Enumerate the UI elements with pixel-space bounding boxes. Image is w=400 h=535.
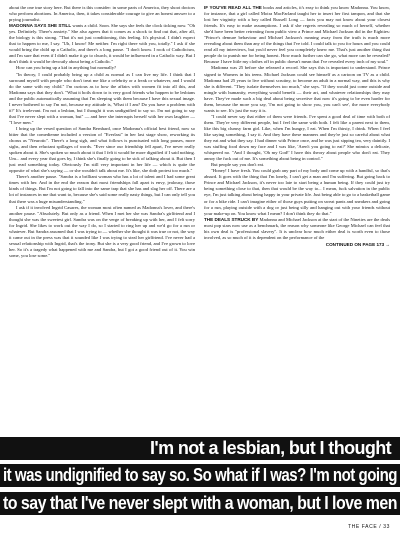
pull-quote	[0, 437, 400, 535]
pull-quote-line	[0, 492, 400, 515]
left-column	[9, 5, 195, 402]
paragraph: "Honey! I have fresh. You could grab any part of my body and come up with a handful, so that's absurd. It goes with the thing that I'm lonely, I can't get a man and I'm suffering. But going back to Prince and Michael Jackson, it's never too late to start being a human being. If they could just try being something close to that, then that would be the way to... I mean, fuck salvation in the public eye, I'm just talking about being happy in your private life. Just being able to go to a basketball game or for a bike ride. I can't imagine either of those guys putting on sweat pants and sneakers and going for a run, playing outside with a dog or just being silly and hanging out with your friends without your make-up on. You know what I mean? I don't think they do that."	[204, 168, 390, 216]
right-column	[204, 5, 390, 437]
pull-quote-text: to say that I've never slept with a woman, but I love men	[3, 493, 398, 513]
run-in-lead: IF YOU'VE READ ALL THE	[204, 5, 262, 10]
paragraph: "In theory, I could probably bring up a child as normal as I can live my life. I think that I surround myself with people who don't treat me like a celebrity or a freak or whatever, and I would do the same with my child." I'm curious as to how the affairs with women fit into all this, and Madonna says that they don't. "What it boils down to is very good friends who happen to be lesbians and the public automatically assuming that I'm sleeping with them because I have this sexual image. I never bothered to say I'm not, because my attitude is, 'What if I am? Do you have a problem with it?' It's irrelevant. I'm not a lesbian, but I thought it was undignified to say so. I'm not going to say that I've never slept with a woman, but" — and here she interrupts herself with her own laughter — "I love men."	[9, 71, 195, 125]
run-in-lead: MADONNA SAYS SHE STILL	[9, 23, 72, 29]
pull-quote-line	[0, 464, 400, 487]
pull-quote-text: I'm not a lesbian, but I thought	[150, 438, 392, 458]
paragraph: I bring up the vexed question of Sandra Bernhard, once Madonna's official best friend, now so bitter that the comedienne included a version of "Everlast" in her last stage show, reworking its chorus as "Neurotic". There's a long sigh, and what follows is punctuated with long pauses, more sighs, and then reluctant spillages of words. "Ever since our friendship fell apart, I've never really spoken about it. She's spoken so much about it that I felt it would be more dignified if I said nothing. Um... and every year that goes by, I think she's finally going to be sick of talking about it. But then I just read something today. Obviously I'm still very important in her life — which is quite the opposite of what she's saying — or she wouldn't talk about me. It's like, she doth protest too much."	[9, 125, 195, 174]
paragraph: I ask if it involved Ingrid Casares, the woman most often named as Madonna's lover, and there's another pause. "Absolutely. But only as a friend. When I met her she was Sandra's girlfriend and I thought she was the sweetest girl. Sandra was on the verge of breaking up with her, and I felt sorry for Ingrid. She likes to work out the way I do, so I started to ring her up and we'd go for a run or whatever. But Sandra assumed that I was trying to — whether she thought it was true or not, the way it came out in the press was that it sounded like I was trying to steal her girlfriend. I've never had a sexual relationship with Ingrid, that's the irony. But she is a very good friend, and I've grown to love her. So it's a tragedy what happened with me and Sandra, but I got a good friend out of it. You win some, you lose some."	[9, 204, 195, 258]
pull-quote-line	[0, 437, 400, 460]
paragraph: Madonna was 25 before she released a record. She says this is important to understand. Prince signed to Warners in his teens. Michael Jackson could see himself as a cartoon on TV as a child. Madonna had 25 years to live without scrutiny, to become an adult in a normal way, and this is why she is different. "They isolate themselves too much," she says. "If they would just come outside and mingle with humanity, everything would benefit — their art, and whatever relationships they may have. They've made such a big deal about being secretive that now it's going to be even harder for them, because the more you say, 'I'm not going to show you, you can't see', the more everybody wants to see. It's just the way it is.	[204, 65, 390, 113]
run-in-lead: THE DEALS STRUCK BY	[204, 216, 259, 222]
continued-on-page: CONTINUED ON PAGE 173 →	[325, 241, 390, 247]
pull-quote-text: it was undignified to say so. So what if I was? I'm not going	[3, 465, 397, 485]
paragraph: "I could never say that either of them were friends. I've spent a good deal of time with both of them. They're very different people, but I feel the same with both. I felt like a parent next to them, like this big clumsy farm girl. Like, when I'm hungry, I eat. When I'm thirsty, I drink. When I feel like saying something, I say it. And they have these manners and they're just so careful about what they eat and what they say. I had dinner with Prince once, and he was just sipping tea, very daintily. I was stuffing food down my face and I was like, 'Aren't you going to eat?' She mimics a delicate, whispered no. "And I thought, 'Oh my God!' I have this theory about people who don't eat. They annoy the fuck out of me. It's something about being in control."	[204, 113, 390, 162]
page-folio: THE FACE / 33	[348, 524, 390, 530]
paragraph: books and articles, it's easy to think you know Madonna. You know, for instance, that a girl called Moira MacFarland taught her to insert her first tampon, and that she lost her virginity with a boy called Russell Long — facts you may not know about your closest friends. It's easy to make assumptions. I ask if she regrets revealing so much of herself, whether she'd have been better retreating from public view a Prince and Michael Jackson did in the Eighties: "Prince's demure behaviour and Michael Jackson's running away from the truth is much more revealing about them than any of the things that I've told. I could talk to you for hours and you could read all my interviews, but you'd never feel you completely knew me. That's just another thing that people do to punish me for being honest. How much further can she go, what more can be revealed? Because I have little my clothes off in public doesn't mean that I've revealed every inch of my soul."	[204, 5, 390, 65]
paragraph: There's another pause. "Sandra is a brilliant woman who has a lot of talent and I had some great times with her. And in the end the reason that most friendships fall apart is envy, jealousy, those kinds of things. But I'm not going to fall into the same trap that she has and slag her off. There are a lot of instances in me that want to, because she's said some really nasty things, but I can only tell you that there was a huge misunderstanding."	[9, 174, 195, 204]
paragraph: wants a child. Soon. She says she feels the clock ticking now. "Oh yes. Definitely. There's anxiety." She also agrees that it comes as a shock to find out that, after all, the biology is this strong. "That it's not just conditioning, this feeling. It's physical. I didn't expect that to happen to me, I say. "Uh, I know! Me neither. I'm right there with you, totally." I ask if she would bring the child up a Catholic, and there's a long pause. "I don't know. I rook of Catholicism, and I'm sure that even if I didn't make it go to church, it would be influenced in a Catholic way. But I don't think it would be devoutly about being a Catholic."	[9, 23, 195, 65]
paragraph: Madonna and Michael Jackson at the start of the Nineties are the deals most pop stars now use as a benchmark, the reason why someone like George Michael can feel that his own deal is "professional slavery". It is unclear how much either deal is worth even to those involved, as so much of it is dependent on the performance of the	[204, 216, 390, 240]
paragraph: about the one true story here. But there is this consider: in some parts of America, they shoot doctors who perform abortions. In America, then, it takes considerable courage to give an honest answer to a prying journalist.	[9, 5, 195, 23]
paragraph: But people say you don't eat.	[211, 162, 265, 168]
paragraph: How can you bring up a kid in anything but normally?	[16, 65, 117, 71]
